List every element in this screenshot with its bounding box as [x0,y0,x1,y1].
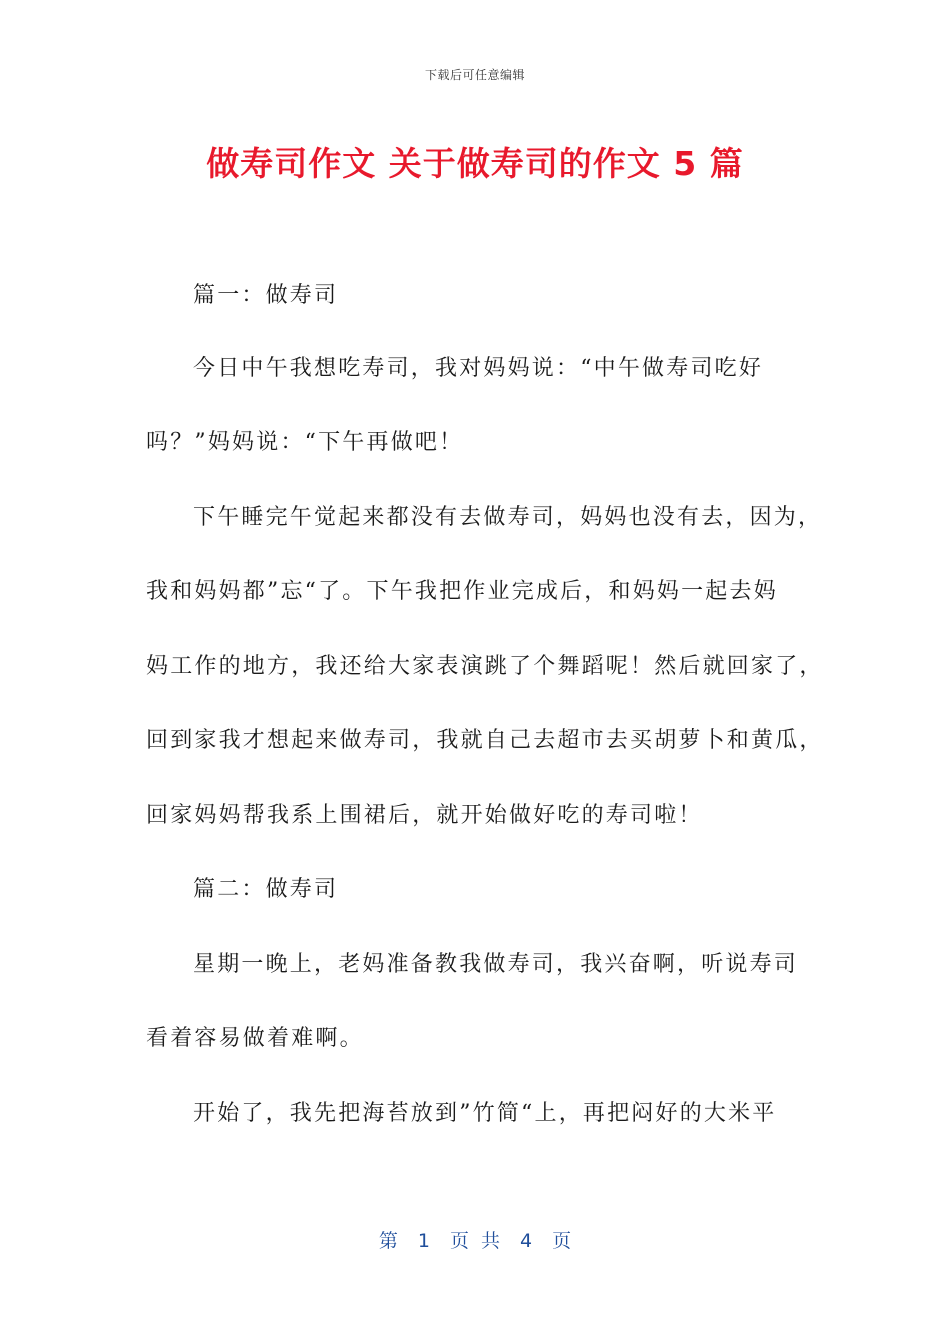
paragraph-line: 星期一晚上，老妈准备教我做寿司，我兴奋啊，听说寿司 [193,952,799,977]
header-note: 下载后可任意编辑 [424,68,525,82]
page-footer-prefix: 第 [378,1230,398,1252]
document-title: 做寿司作文 关于做寿司的作文 5 篇 [206,144,744,183]
page-footer-suffix: 页 [552,1230,572,1252]
paragraph-line: 下午睡完午觉起来都没有去做寿司，妈妈也没有去，因为， [193,505,823,530]
current-page-number: 1 [417,1230,430,1252]
paragraph-line: 吗？”妈妈说：“下午再做吧！ [146,430,464,455]
page-footer-middle: 页 共 [449,1230,501,1252]
paragraph-line: 看着容易做着难啊。 [146,1026,364,1051]
page-footer [0,1226,950,1253]
paragraph-line: 回家妈妈帮我系上围裙后，就开始做好吃的寿司啦！ [146,803,703,828]
paragraph-line: 今日中午我想吃寿司，我对妈妈说：“中午做寿司吃好 [193,356,764,381]
total-pages-number: 4 [520,1230,533,1252]
paragraph-line: 我和妈妈都”忘“了。下午我把作业完成后，和妈妈一起去妈 [146,579,778,604]
paragraph-line: 开始了，我先把海苔放到”竹简“上，再把闷好的大米平 [193,1101,777,1126]
section-heading: 篇二：做寿司 [193,877,339,902]
paragraph-line: 回到家我才想起来做寿司，我就自己去超市去买胡萝卜和黄瓜， [146,728,824,753]
section-heading: 篇一：做寿司 [193,283,339,308]
paragraph-line: 妈工作的地方，我还给大家表演跳了个舞蹈呢！然后就回家了， [146,654,824,679]
